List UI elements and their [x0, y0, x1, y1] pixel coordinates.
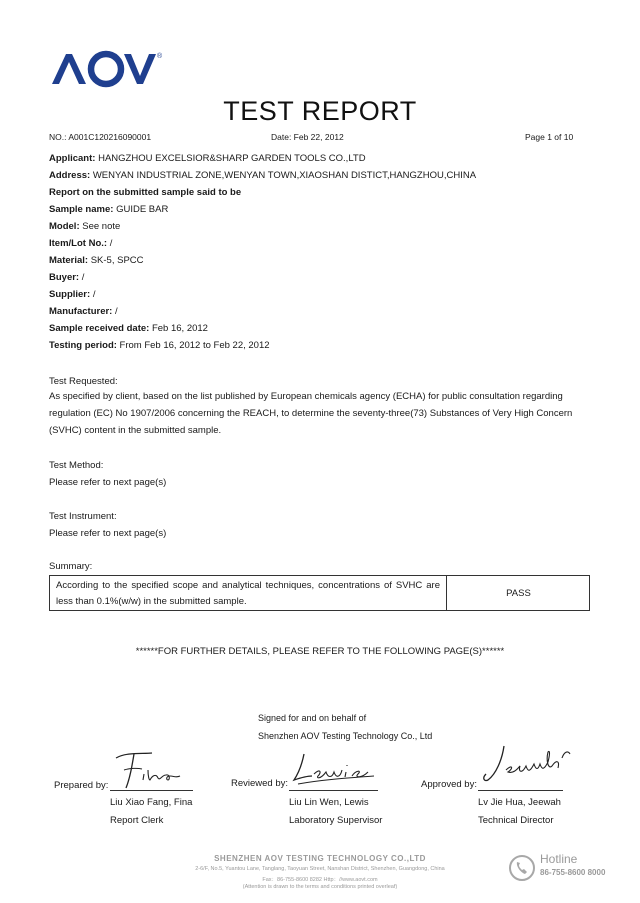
- further-details-notice: ******FOR FURTHER DETAILS, PLEASE REFER TO THE FOLLOWING PAGE(S)******: [135, 646, 505, 657]
- test-requested-line-2: regulation (EC) No 1907/2006 concerning the REACH, to determine the seventy-three(73) Substances of Very High Concern: [49, 408, 573, 419]
- summary-heading: Summary:: [49, 561, 93, 572]
- report-number: NO.: A001C120216090001: [49, 132, 152, 142]
- prepared-title: Report Clerk: [110, 815, 164, 826]
- footer-contact: Fax：86-755-8600 8282 Http：//www.aovt.com: [262, 877, 378, 883]
- buyer-row: [49, 272, 84, 284]
- footer-company: SHENZHEN AOV TESTING TECHNOLOGY CO.,LTD: [214, 854, 426, 863]
- model-label: Model:: [49, 221, 80, 232]
- summary-result: PASS: [506, 587, 531, 599]
- item-row: [49, 238, 112, 250]
- address-label: Address:: [49, 170, 91, 181]
- testing-period-value: From Feb 16, 2012 to Feb 22, 2012: [119, 340, 270, 351]
- received-date-label: Sample received date:: [49, 323, 150, 334]
- test-instrument-heading: Test Instrument:: [49, 511, 117, 522]
- signed-for-text: Signed for and on behalf of: [258, 713, 367, 723]
- approved-name: Lv Jie Hua, Jeewah: [478, 797, 561, 808]
- sample-name-value: GUIDE BAR: [116, 204, 169, 215]
- address-row: [49, 170, 476, 182]
- svg-text:®: ®: [157, 53, 163, 60]
- prepared-by-label: Prepared by:: [54, 780, 109, 791]
- report-on-text: Report on the submitted sample said to be: [49, 187, 242, 198]
- buyer-label: Buyer:: [49, 272, 80, 283]
- received-date-value: Feb 16, 2012: [151, 323, 208, 334]
- approved-signature: [478, 740, 578, 792]
- reviewed-signature: [290, 748, 380, 790]
- testing-period-label: Testing period:: [49, 340, 117, 351]
- hotline-title: Hotline: [540, 852, 578, 866]
- applicant-label: Applicant:: [49, 153, 96, 164]
- approved-title: Technical Director: [478, 815, 554, 826]
- supplier-value: /: [92, 289, 96, 300]
- testing-period-row: [49, 340, 270, 352]
- sample-name-label: Sample name:: [49, 204, 114, 215]
- signing-company: Shenzhen AOV Testing Technology Co., Ltd: [258, 731, 433, 741]
- page-indicator: Page 1 of 10: [525, 132, 574, 142]
- report-on-row: [49, 187, 241, 199]
- material-row: [49, 255, 144, 267]
- aov-logo: [50, 48, 170, 100]
- reviewed-name: Liu Lin Wen, Lewis: [289, 797, 369, 808]
- test-method-heading: Test Method:: [49, 460, 104, 471]
- material-value: SK-5, SPCC: [90, 255, 144, 266]
- model-row: [49, 221, 120, 233]
- prepared-signature-line: [110, 790, 193, 791]
- summary-line-2: less than 0.1%(w/w) in the submitted sample.: [56, 596, 247, 607]
- address-value: WENYAN INDUSTRIAL ZONE,WENYAN TOWN,XIAOSHAN DISTICT,HANGZHOU,CHINA: [92, 170, 477, 181]
- supplier-label: Supplier:: [49, 289, 91, 300]
- test-method-text: Please refer to next page(s): [49, 477, 167, 488]
- sample-name-row: [49, 204, 168, 216]
- test-requested-line-3: (SVHC) content in the submitted sample.: [49, 425, 222, 436]
- reviewed-title: Laboratory Supervisor: [289, 815, 383, 826]
- footer-address: 2-6/F, No.5, Yuantou Lane, Tanglang, Taoyuan Street, Nanshan District, Shenzhen, Guangdong, China: [195, 866, 445, 872]
- material-label: Material:: [49, 255, 89, 266]
- test-instrument-text: Please refer to next page(s): [49, 528, 167, 539]
- summary-text: [56, 578, 440, 610]
- summary-table: [49, 575, 590, 611]
- footer-attention: (Attention is drawn to the terms and conditions printed overleaf): [242, 884, 398, 890]
- item-label: Item/Lot No.:: [49, 238, 108, 249]
- test-requested-text: [49, 388, 589, 439]
- test-requested-heading: Test Requested:: [49, 376, 118, 387]
- prepared-signature: [112, 748, 192, 792]
- summary-line-1: According to the specified scope and analytical techniques, concentrations of SVHC are: [56, 580, 440, 591]
- manufacturer-label: Manufacturer:: [49, 306, 113, 317]
- report-title: TEST REPORT: [223, 96, 417, 126]
- phone-icon: [508, 854, 536, 882]
- reviewed-by-label: Reviewed by:: [231, 778, 289, 789]
- approved-by-label: Approved by:: [421, 779, 477, 790]
- reviewed-signature-line: [289, 790, 378, 791]
- approved-signature-line: [478, 790, 563, 791]
- model-value: See note: [82, 221, 121, 232]
- applicant-value: HANGZHOU EXCELSIOR&SHARP GARDEN TOOLS CO.,LTD: [98, 153, 366, 164]
- manufacturer-row: [49, 306, 118, 318]
- buyer-value: /: [81, 272, 85, 283]
- supplier-row: [49, 289, 95, 301]
- manufacturer-value: /: [114, 306, 118, 317]
- prepared-name: Liu Xiao Fang, Fina: [110, 797, 193, 808]
- applicant-row: [49, 153, 366, 165]
- hotline-block: [508, 852, 623, 882]
- test-requested-line-1: As specified by client, based on the list published by European chemicals agency (ECHA) for public consultation regarding: [49, 391, 563, 402]
- item-value: /: [109, 238, 113, 249]
- report-date: Date: Feb 22, 2012: [271, 132, 344, 142]
- received-date-row: [49, 323, 208, 335]
- hotline-number: 86-755-8600 8000: [540, 868, 606, 877]
